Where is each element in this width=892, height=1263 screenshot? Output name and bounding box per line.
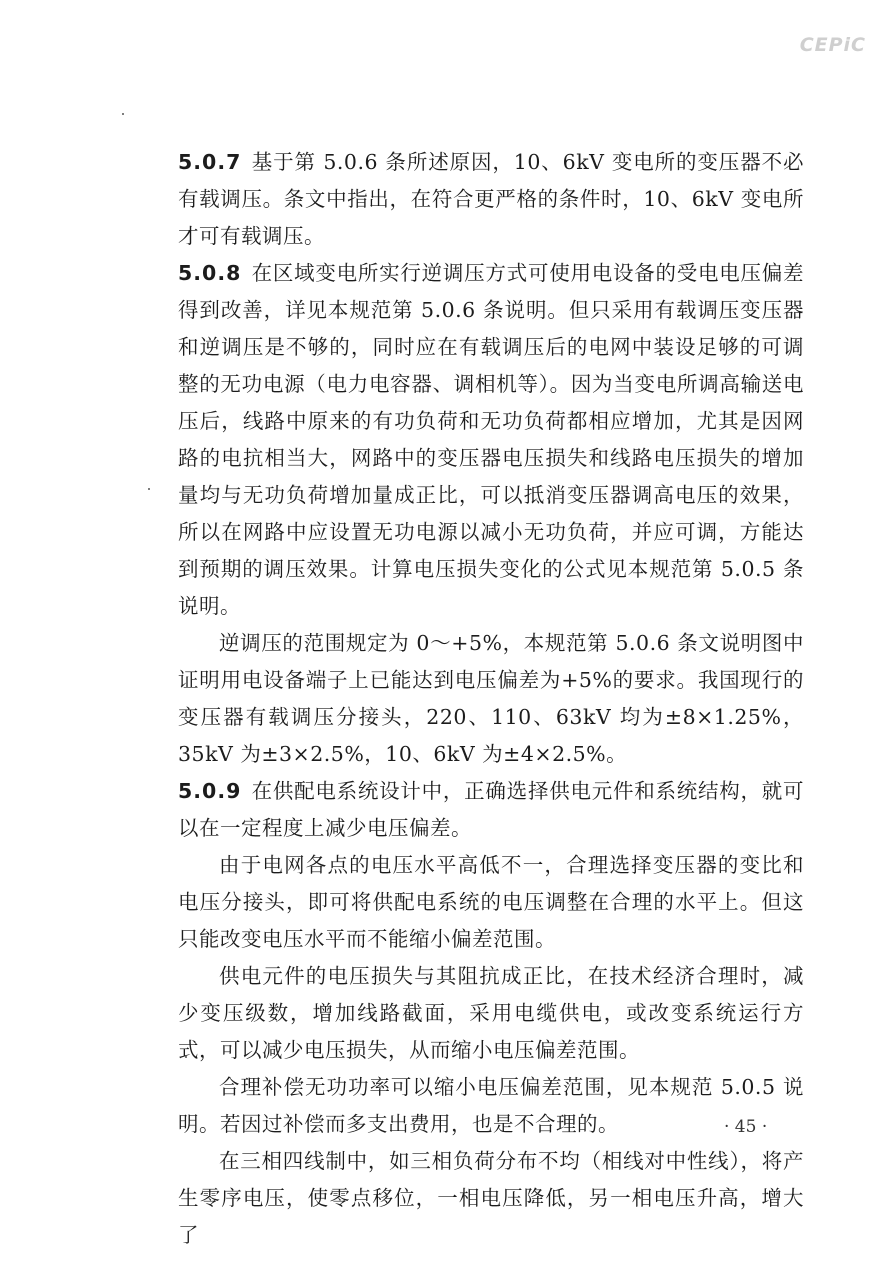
paragraph: 合理补偿无功功率可以缩小电压偏差范围，见本规范 5.0.5 说明。若因过补偿而多支出费用，也是不合理的。	[178, 1075, 804, 1136]
publisher-logo: CEPiC	[799, 34, 866, 56]
paragraph: 在三相四线制中，如三相负荷分布不均（相线对中性线），将产生零序电压，使零点移位，一相电压降低，另一相电压升高，增大了	[178, 1149, 804, 1247]
paragraph-text: 在区域变电所实行逆调压方式可使用电设备的受电电压偏差得到改善，详见本规范第 5.0.6 条说明。但只采用有载调压变压器和逆调压是不够的，同时应在有载调压后的电网中装设足够的可调整的无功电源（电力电容器、调相机等）。因为当变电所调高输送电压后，线路中原来的有功负荷和无功负荷都相应增加，尤其是因网路的电抗相当大，网路中的变压器电压损失和线路电压损失的增加量均与无功负荷增加量成正比，可以抵消变压器调高电压的效果，所以在网路中应设置无功电源以减小无功负荷，并应可调，方能达到预期的调压效果。计算电压损失变化的公式见本规范第 5.0.5 条说明。	[178, 261, 804, 618]
document-body	[178, 144, 804, 1254]
paragraph: 由于电网各点的电压水平高低不一，合理选择变压器的变比和电压分接头，即可将供配电系统的电压调整在合理的水平上。但这只能改变电压水平而不能缩小偏差范围。	[178, 853, 804, 951]
clause-number: 5.0.7	[178, 150, 242, 174]
paragraph-clause-5-0-7	[178, 144, 804, 255]
scan-speck	[148, 488, 150, 490]
paragraph-clause-5-0-9	[178, 773, 804, 847]
scan-speck	[122, 113, 124, 115]
paragraph: 逆调压的范围规定为 0～+5%，本规范第 5.0.6 条文说明图中证明用电设备端子上已能达到电压偏差为+5%的要求。我国现行的变压器有载调压分接头，220、110、63kV 均为±8×1.25%，35kV 为±3×2.5%，10、6kV 为±4×2.5%。	[178, 631, 804, 766]
paragraph-text: 在供配电系统设计中，正确选择供电元件和系统结构，就可以在一定程度上减少电压偏差。	[178, 779, 804, 840]
paragraph: 供电元件的电压损失与其阻抗成正比，在技术经济合理时，减少变压级数，增加线路截面，采用电缆供电，或改变系统运行方式，可以减少电压损失，从而缩小电压偏差范围。	[178, 964, 804, 1062]
clause-number: 5.0.8	[178, 261, 242, 285]
clause-number: 5.0.9	[178, 779, 242, 803]
page-number: · 45 ·	[724, 1117, 768, 1137]
paragraph-text: 基于第 5.0.6 条所述原因，10、6kV 变电所的变压器不必有载调压。条文中指出，在符合更严格的条件时，10、6kV 变电所才可有载调压。	[178, 150, 804, 248]
paragraph-clause-5-0-8	[178, 255, 804, 625]
